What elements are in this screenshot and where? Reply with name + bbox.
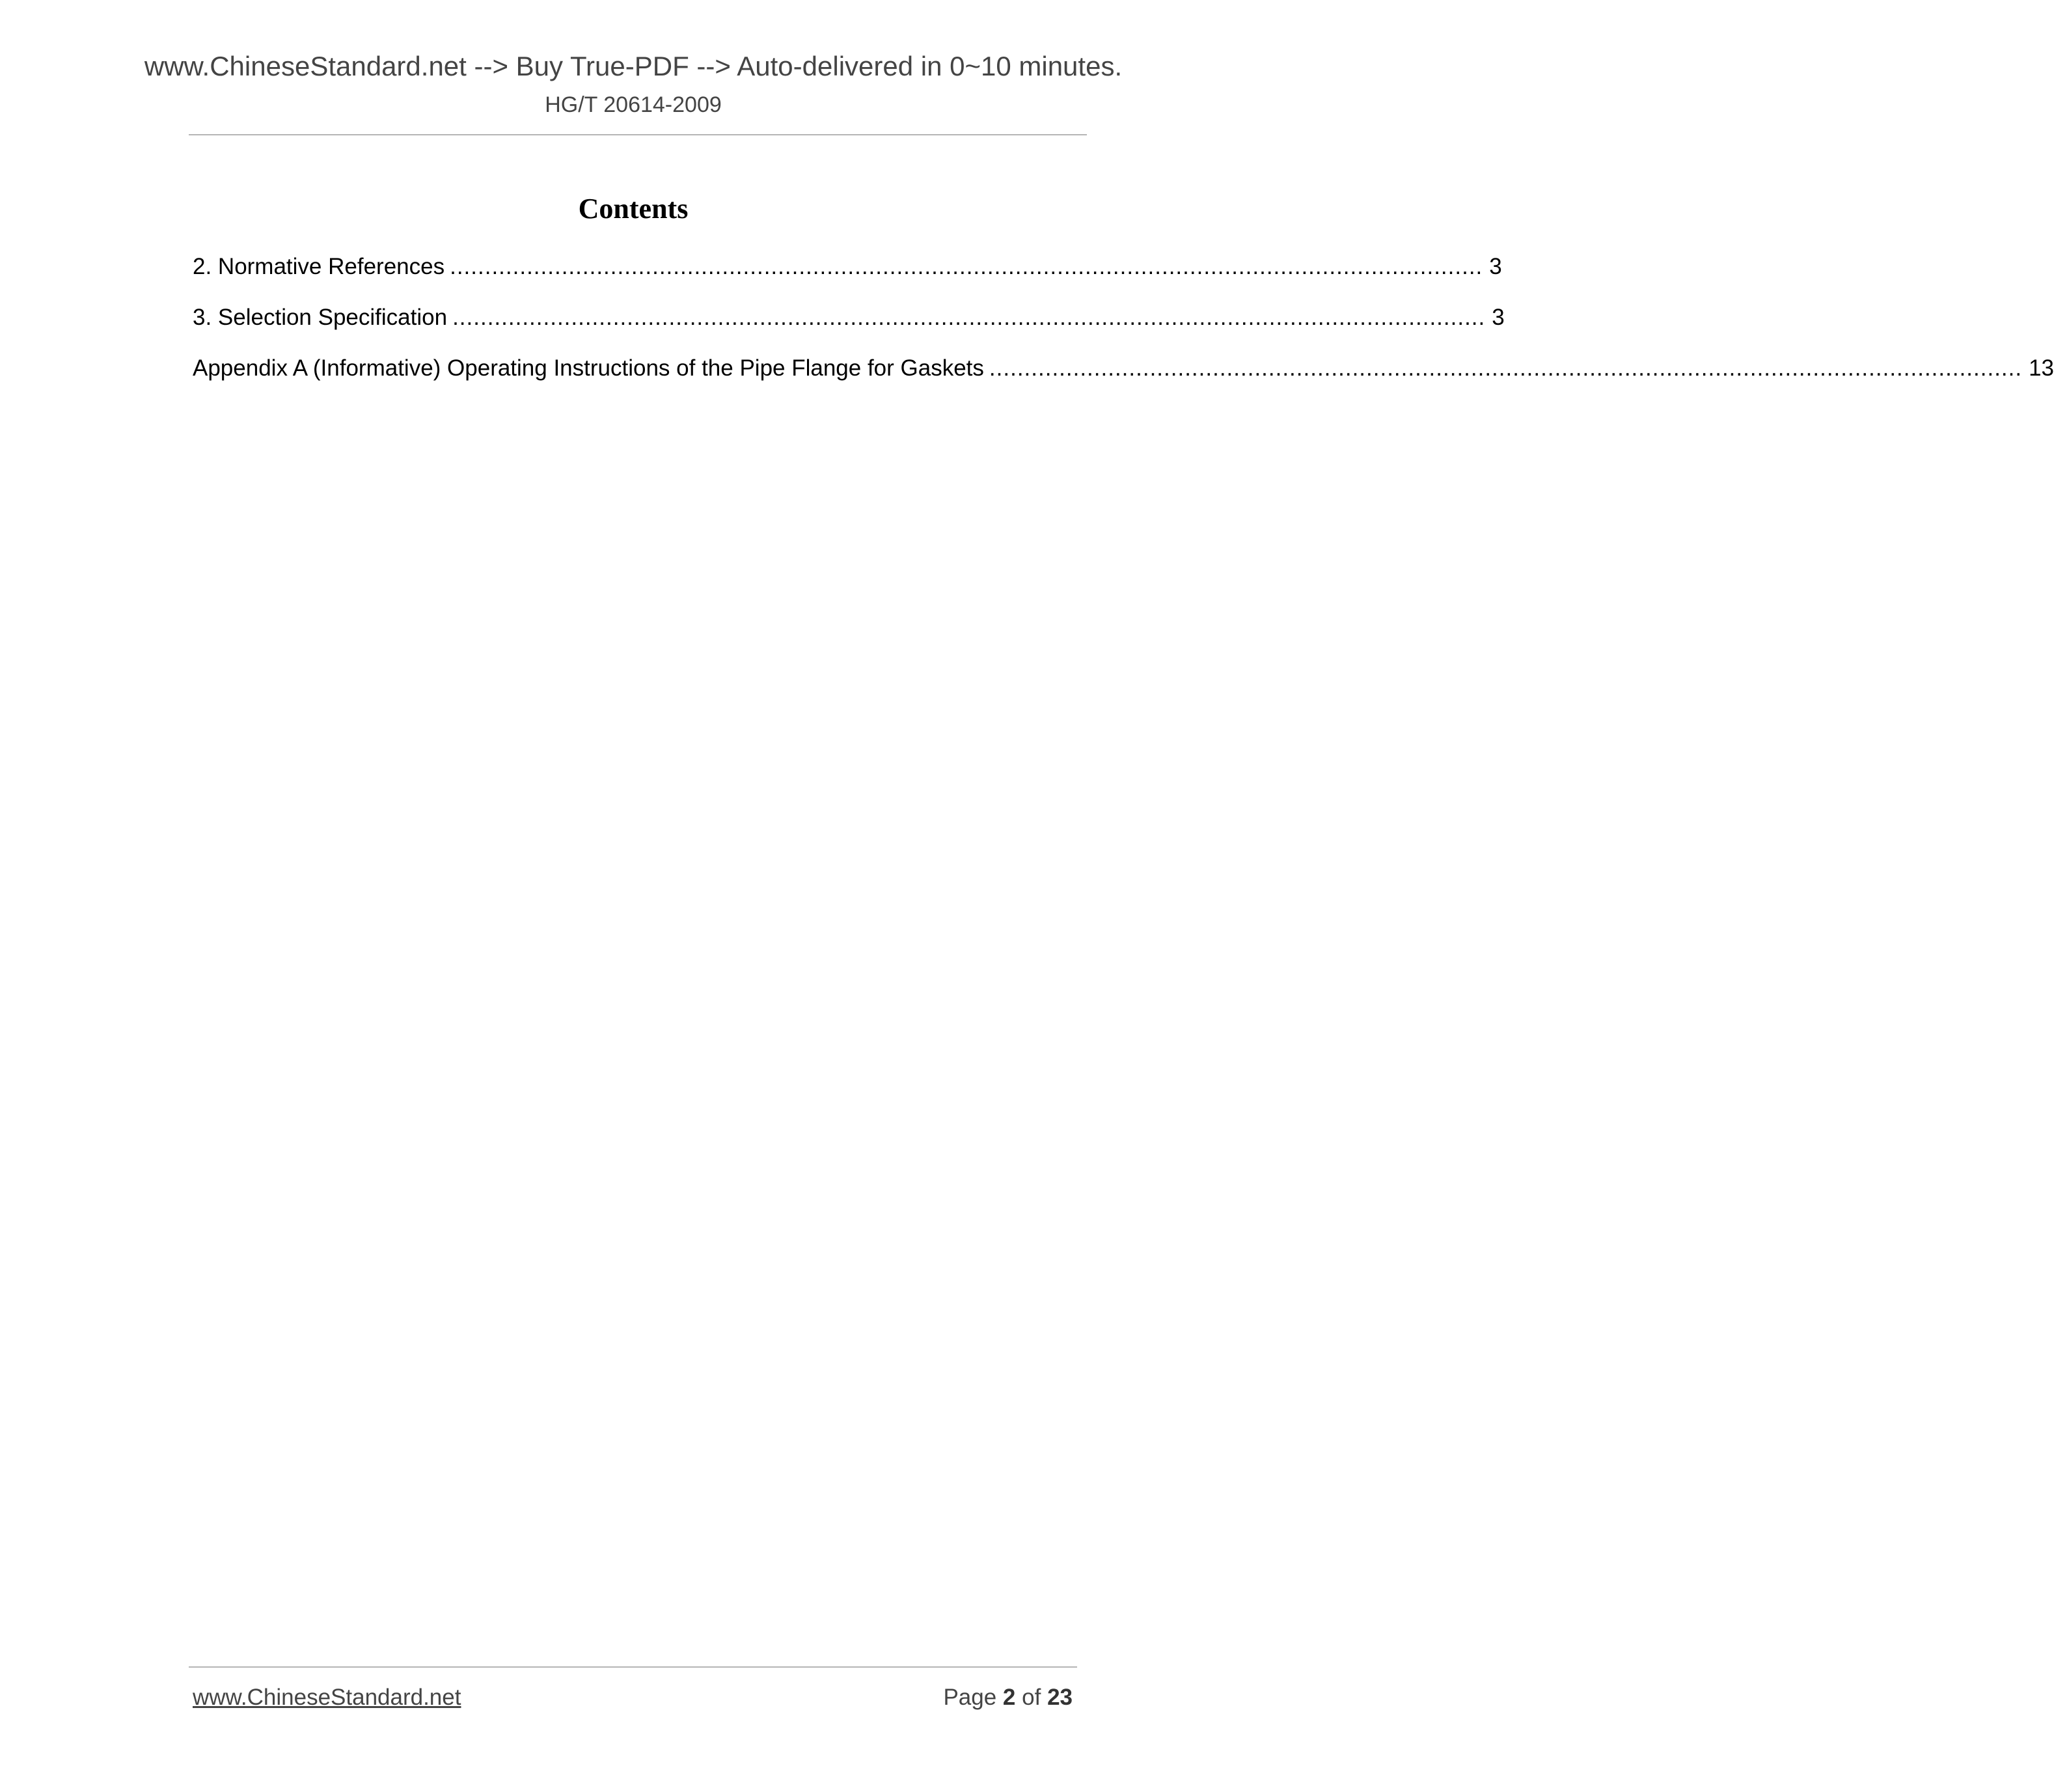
page-title: Contents: [578, 193, 689, 225]
toc-entry-page: 3: [1489, 254, 1502, 279]
toc-leader-dots: ....................................................................................................................................................: [452, 305, 1486, 330]
page-label: Page: [943, 1685, 997, 1710]
toc-leader-dots: ....................................................................................................................................................: [989, 355, 2023, 381]
toc-entry-text: 2. Normative References: [193, 254, 445, 279]
toc-entry-page: 3: [1492, 305, 1505, 330]
page-number: [943, 1685, 1073, 1711]
footer-website-link[interactable]: www.ChineseStandard.net: [193, 1685, 461, 1710]
toc-entry-text: 3. Selection Specification: [193, 305, 448, 330]
toc-entry-appendix-a[interactable]: [193, 353, 2054, 404]
header-banner: www.ChineseStandard.net --> Buy True-PDF --> Auto-delivered in 0~10 minutes.: [144, 51, 1123, 81]
toc-entry-selection-specification[interactable]: [193, 302, 1505, 353]
header-divider: [189, 134, 1087, 135]
footer-divider: [189, 1666, 1077, 1668]
toc-entry-text: Appendix A (Informative) Operating Instructions of the Pipe Flange for Gaskets: [193, 355, 984, 381]
toc-entry-page: 13: [2029, 355, 2054, 381]
toc-entry-normative-references[interactable]: [193, 251, 1502, 302]
page-total: 23: [1047, 1685, 1073, 1710]
page-of: of: [1022, 1685, 1041, 1710]
table-of-contents: [193, 251, 2054, 404]
toc-leader-dots: ....................................................................................................................................................: [450, 254, 1483, 279]
standard-code: HG/T 20614-2009: [545, 92, 722, 117]
page-current: 2: [1002, 1685, 1016, 1710]
